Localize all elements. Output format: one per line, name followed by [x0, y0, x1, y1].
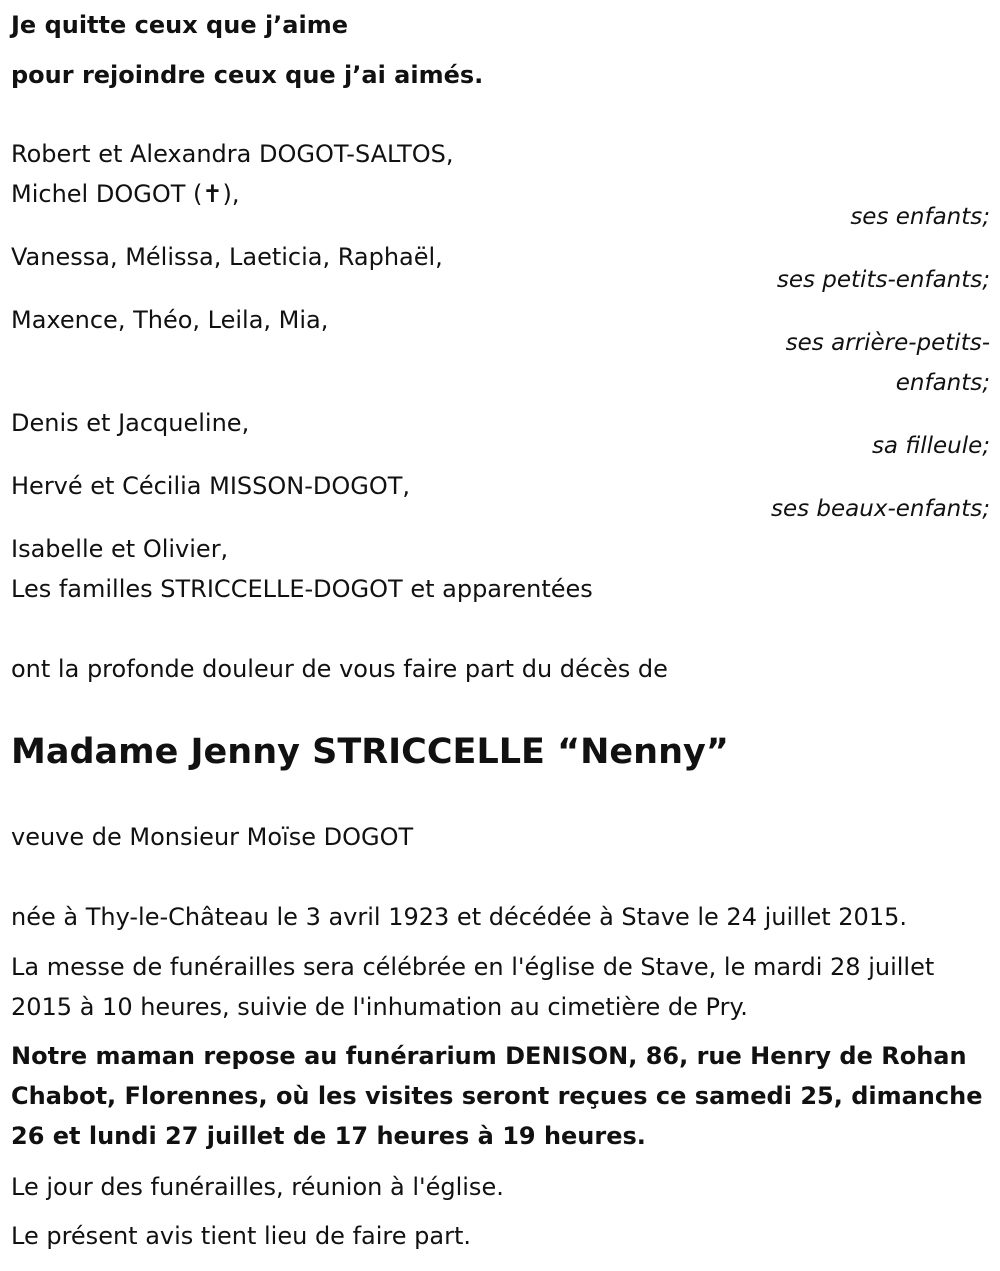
funerarium-paragraph: Notre maman repose au funérarium DENISON, 86, rue Henry de Rohan Chabot, Florennes, où les visites seront reçues ce samedi 25, dimanche 26 et lundi 27 juillet de 17 heures à 19 heures.	[11, 1042, 983, 1150]
widow-of: veuve de Monsieur Moïse DOGOT	[11, 823, 414, 851]
children-line-1: Robert et Alexandra DOGOT-SALTOS,	[11, 140, 454, 168]
deceased-name: Madame Jenny STRICCELLE “Nenny”	[11, 732, 729, 772]
birth-death-dates: née à Thy-le-Château le 3 avril 1923 et décédée à Stave le 24 juillet 2015.	[11, 903, 907, 931]
grandchildren-role: ses petits-enfants;	[776, 267, 990, 293]
children-role: ses enfants;	[850, 204, 990, 230]
others-line-2: Les familles STRICCELLE-DOGOT et apparentées	[11, 575, 593, 603]
in-laws-names: Hervé et Cécilia MISSON-DOGOT,	[11, 472, 411, 500]
great-grandchildren-role-line-2: enfants;	[895, 370, 990, 396]
children-line-2: Michel DOGOT (✝),	[11, 180, 240, 208]
quote-line-2: pour rejoindre ceux que j’ai aimés.	[11, 61, 484, 89]
meeting-note: Le jour des funérailles, réunion à l'église.	[11, 1173, 504, 1201]
notice-note: Le présent avis tient lieu de faire part.	[11, 1222, 471, 1250]
goddaughter-role: sa filleule;	[871, 433, 990, 459]
others-line-1: Isabelle et Olivier,	[11, 535, 229, 563]
great-grandchildren-role-line-1: ses arrière-petits-	[785, 330, 990, 356]
in-laws-role: ses beaux-enfants;	[770, 496, 990, 522]
goddaughter-names: Denis et Jacqueline,	[11, 409, 250, 437]
quote-line-1: Je quitte ceux que j’aime	[11, 11, 349, 39]
announcement-text: ont la profonde douleur de vous faire part du décès de	[11, 655, 668, 683]
funeral-mass-paragraph: La messe de funérailles sera célébrée en l'église de Stave, le mardi 28 juillet 2015 à 10 heures, suivie de l'inhumation au cimetière de Pry.	[11, 953, 935, 1021]
grandchildren-names: Vanessa, Mélissa, Laeticia, Raphaël,	[11, 243, 443, 271]
great-grandchildren-names: Maxence, Théo, Leila, Mia,	[11, 306, 329, 334]
